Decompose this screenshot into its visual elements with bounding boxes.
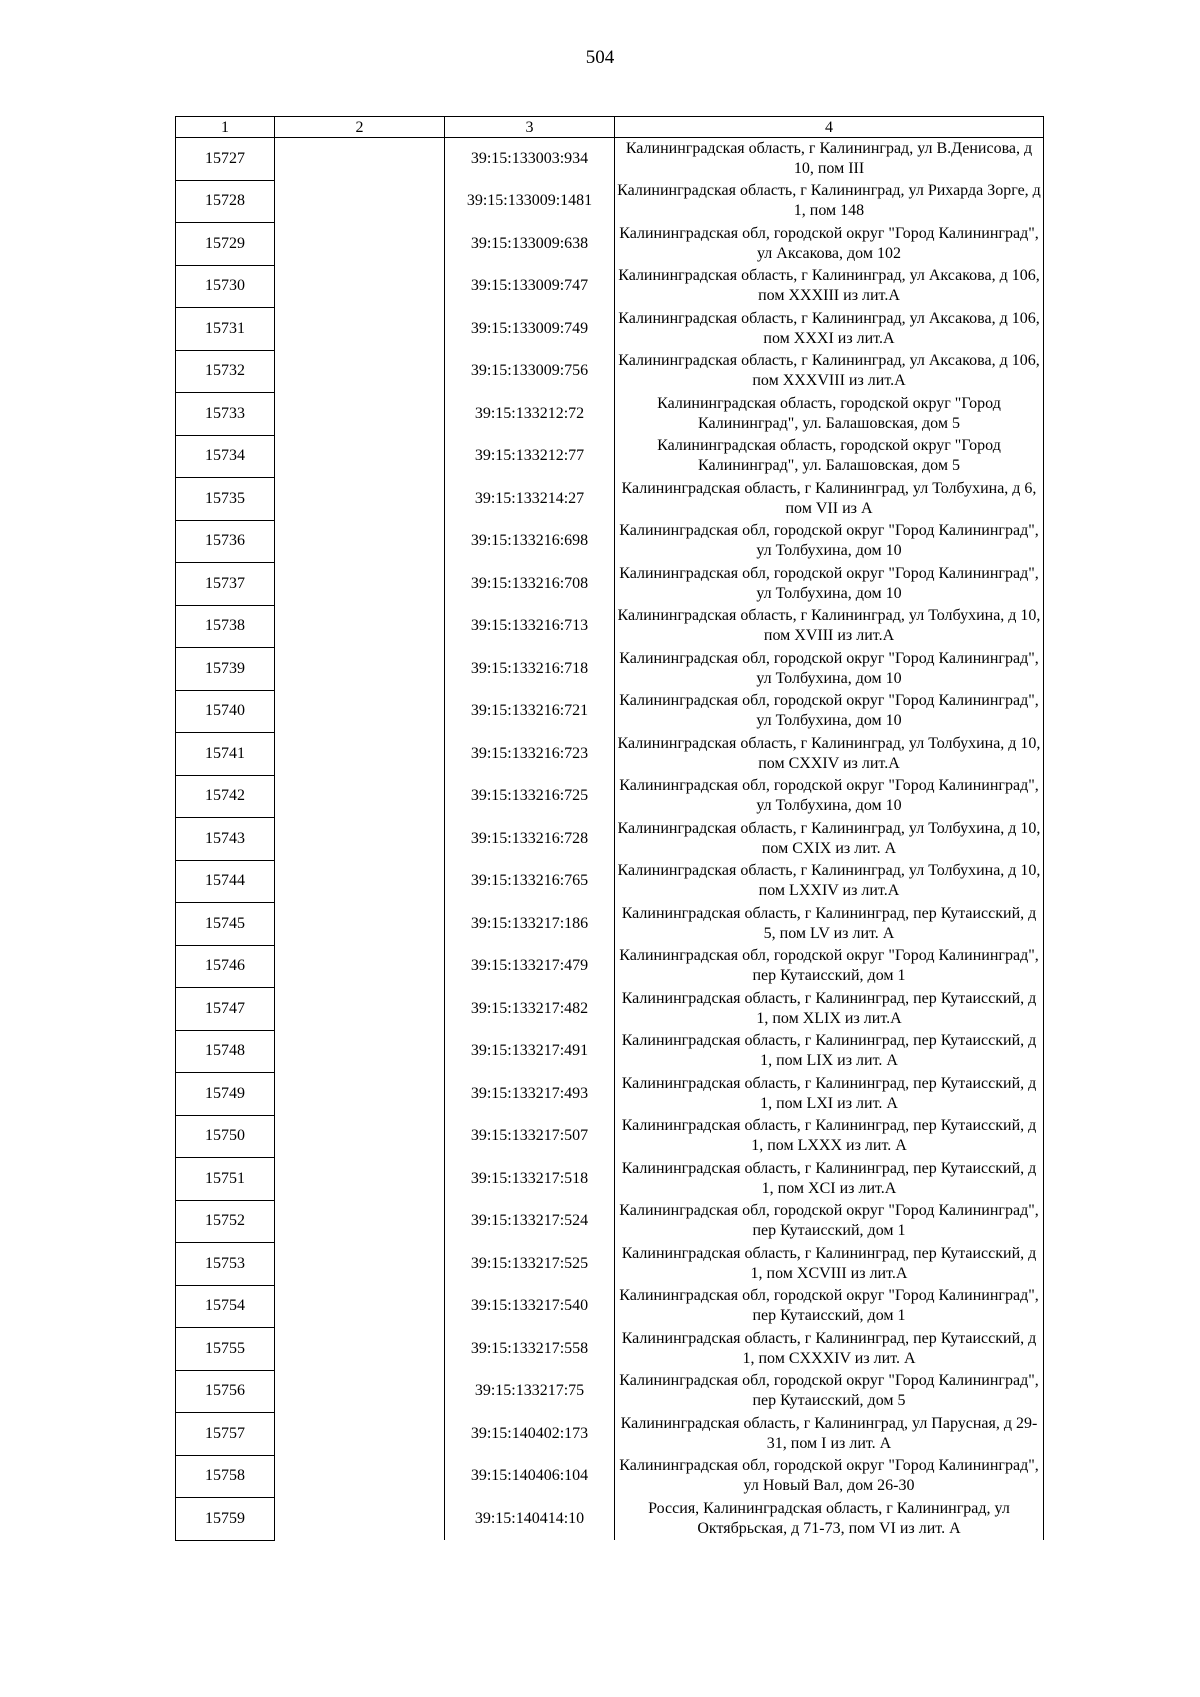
row-column-2 xyxy=(275,1370,445,1413)
table-row xyxy=(176,903,1044,946)
table-row xyxy=(176,1413,1044,1456)
row-number: 15744 xyxy=(176,860,275,903)
row-column-2 xyxy=(275,308,445,351)
row-column-2 xyxy=(275,945,445,988)
address: Калининградская область, г Калининград, ул Аксакова, д 106, пом XXXVIII из лит.А xyxy=(615,350,1044,393)
table-row xyxy=(176,308,1044,351)
cadastral-number: 39:15:133216:765 xyxy=(470,872,589,890)
row-column-2 xyxy=(275,1115,445,1158)
cadastral-number: 39:15:133217:507 xyxy=(470,1127,589,1145)
table-row xyxy=(176,860,1044,903)
cadastral-number: 39:15:133217:493 xyxy=(470,1084,589,1102)
row-column-2 xyxy=(275,818,445,861)
table-row xyxy=(176,265,1044,308)
table-row xyxy=(176,180,1044,223)
row-column-2 xyxy=(275,435,445,478)
registry-table xyxy=(175,116,1044,1541)
cadastral-number: 39:15:133216:698 xyxy=(470,532,589,550)
address: Калининградская область, г Калининград, ул В.Денисова, д 10, пом III xyxy=(615,138,1044,181)
table-row xyxy=(176,775,1044,818)
cadastral-number: 39:15:133009:638 xyxy=(470,234,589,252)
row-number: 15731 xyxy=(176,308,275,351)
row-column-2 xyxy=(275,860,445,903)
row-column-2 xyxy=(275,1243,445,1286)
address: Калининградская обл, городской округ "Город Калининград", ул Толбухина, дом 10 xyxy=(615,520,1044,563)
cadastral-number: 39:15:133217:558 xyxy=(470,1339,589,1357)
row-column-2 xyxy=(275,350,445,393)
cadastral-number: 39:15:133214:27 xyxy=(474,489,585,507)
row-number: 15732 xyxy=(176,350,275,393)
header-row xyxy=(176,117,1044,138)
address: Калининградская область, г Калининград, ул Рихарда Зорге, д 1, пом 148 xyxy=(615,180,1044,223)
address: Калининградская обл, городской округ "Город Калининград", ул Новый Вал, дом 26-30 xyxy=(615,1455,1044,1498)
row-column-2 xyxy=(275,1073,445,1116)
row-number: 15728 xyxy=(176,180,275,223)
table-row xyxy=(176,818,1044,861)
table-row xyxy=(176,435,1044,478)
row-number: 15743 xyxy=(176,818,275,861)
address: Калининградская область, г Калининград, ул Толбухина, д 10, пом CXXIV из лит.А xyxy=(615,733,1044,776)
row-number: 15733 xyxy=(176,393,275,436)
address: Калининградская область, г Калининград, пер Кутаисский, д 1, пом XCI из лит.А xyxy=(615,1158,1044,1201)
cadastral-number: 39:15:140414:10 xyxy=(474,1509,585,1527)
table-row xyxy=(176,733,1044,776)
row-column-2 xyxy=(275,265,445,308)
cadastral-number: 39:15:133216:713 xyxy=(470,617,589,635)
row-number: 15752 xyxy=(176,1200,275,1243)
row-column-2 xyxy=(275,1455,445,1498)
row-number: 15753 xyxy=(176,1243,275,1286)
address: Калининградская область, г Калининград, ул Толбухина, д 10, пом CXIX из лит. А xyxy=(615,818,1044,861)
cadastral-number: 39:15:133216:708 xyxy=(470,574,589,592)
table-row xyxy=(176,945,1044,988)
table-row xyxy=(176,520,1044,563)
address: Калининградская область, г Калининград, ул Толбухина, д 6, пом VII из А xyxy=(615,478,1044,521)
address: Калининградская обл, городской округ "Город Калининград", ул Аксакова, дом 102 xyxy=(615,223,1044,266)
address: Калининградская область, г Калининград, пер Кутаисский, д 5, пом LV из лит. А xyxy=(615,903,1044,946)
table-row xyxy=(176,138,1044,181)
row-number: 15747 xyxy=(176,988,275,1031)
row-column-2 xyxy=(275,690,445,733)
cadastral-number: 39:15:133212:72 xyxy=(474,404,585,422)
cadastral-number: 39:15:133216:725 xyxy=(470,787,589,805)
table-row xyxy=(176,988,1044,1031)
address: Калининградская обл, городской округ "Город Калининград", пер Кутаисский, дом 1 xyxy=(615,1285,1044,1328)
table-row xyxy=(176,1285,1044,1328)
cadastral-number: 39:15:133212:77 xyxy=(474,447,585,465)
address: Калининградская область, г Калининград, ул Толбухина, д 10, пом LXXIV из лит.А xyxy=(615,860,1044,903)
table-row xyxy=(176,648,1044,691)
cadastral-number: 39:15:133216:721 xyxy=(470,702,589,720)
row-column-2 xyxy=(275,903,445,946)
row-number: 15757 xyxy=(176,1413,275,1456)
table-row xyxy=(176,1115,1044,1158)
table-row xyxy=(176,605,1044,648)
row-column-2 xyxy=(275,520,445,563)
row-number: 15730 xyxy=(176,265,275,308)
row-column-2 xyxy=(275,1328,445,1371)
cadastral-number: 39:15:133009:747 xyxy=(470,277,589,295)
cadastral-number: 39:15:133217:491 xyxy=(470,1042,589,1060)
row-number: 15754 xyxy=(176,1285,275,1328)
address: Калининградская область, г Калининград, пер Кутаисский, д 1, пом CXXXIV из лит. А xyxy=(615,1328,1044,1371)
row-number: 15755 xyxy=(176,1328,275,1371)
cadastral-number: 39:15:133217:540 xyxy=(470,1297,589,1315)
table-row xyxy=(176,350,1044,393)
row-number: 15751 xyxy=(176,1158,275,1201)
table-row xyxy=(176,1158,1044,1201)
cadastral-number: 39:15:133217:186 xyxy=(470,914,589,932)
row-number: 15750 xyxy=(176,1115,275,1158)
table-body xyxy=(176,138,1044,1541)
address: Калининградская обл, городской округ "Город Калининград", ул Толбухина, дом 10 xyxy=(615,648,1044,691)
table-row xyxy=(176,1200,1044,1243)
row-column-2 xyxy=(275,138,445,181)
row-column-2 xyxy=(275,733,445,776)
cadastral-number: 39:15:133216:718 xyxy=(470,659,589,677)
page-number: 504 xyxy=(585,47,615,68)
address: Калининградская обл, городской округ "Город Калининград", пер Кутаисский, дом 5 xyxy=(615,1370,1044,1413)
row-column-2 xyxy=(275,1200,445,1243)
row-column-2 xyxy=(275,648,445,691)
address: Калининградская область, г Калининград, пер Кутаисский, д 1, пом XLIX из лит.А xyxy=(615,988,1044,1031)
row-number: 15741 xyxy=(176,733,275,776)
row-column-2 xyxy=(275,1498,445,1541)
table-row xyxy=(176,1243,1044,1286)
cadastral-number: 39:15:140406:104 xyxy=(470,1467,589,1485)
row-number: 15734 xyxy=(176,435,275,478)
row-number: 15746 xyxy=(176,945,275,988)
cadastral-number: 39:15:133009:1481 xyxy=(466,192,593,210)
row-number: 15727 xyxy=(176,138,275,181)
table-row xyxy=(176,1328,1044,1371)
row-column-2 xyxy=(275,988,445,1031)
address: Калининградская обл, городской округ "Город Калининград", ул Толбухина, дом 10 xyxy=(615,690,1044,733)
table-row xyxy=(176,478,1044,521)
cadastral-number: 39:15:133009:756 xyxy=(470,362,589,380)
cadastral-number: 39:15:133217:524 xyxy=(470,1212,589,1230)
cadastral-number: 39:15:133217:525 xyxy=(470,1254,589,1272)
table-row xyxy=(176,1370,1044,1413)
row-number: 15749 xyxy=(176,1073,275,1116)
row-number: 15756 xyxy=(176,1370,275,1413)
row-column-2 xyxy=(275,393,445,436)
row-column-2 xyxy=(275,1285,445,1328)
table-row xyxy=(176,690,1044,733)
row-number: 15742 xyxy=(176,775,275,818)
row-number: 15738 xyxy=(176,605,275,648)
row-number: 15740 xyxy=(176,690,275,733)
cadastral-number: 39:15:133217:518 xyxy=(470,1169,589,1187)
row-number: 15758 xyxy=(176,1455,275,1498)
cadastral-number: 39:15:133216:728 xyxy=(470,829,589,847)
cadastral-number: 39:15:133216:723 xyxy=(470,744,589,762)
row-number: 15748 xyxy=(176,1030,275,1073)
row-column-2 xyxy=(275,478,445,521)
row-column-2 xyxy=(275,1030,445,1073)
row-number: 15729 xyxy=(176,223,275,266)
table-row xyxy=(176,393,1044,436)
table-row xyxy=(176,1030,1044,1073)
table-row xyxy=(176,1073,1044,1116)
column-header-2: 2 xyxy=(275,117,445,138)
address: Калининградская область, г Калининград, пер Кутаисский, д 1, пом XCVIII из лит.А xyxy=(615,1243,1044,1286)
row-column-2 xyxy=(275,605,445,648)
address: Калининградская область, г Калининград, пер Кутаисский, д 1, пом LXI из лит. А xyxy=(615,1073,1044,1116)
row-number: 15759 xyxy=(176,1498,275,1541)
table-row xyxy=(176,563,1044,606)
column-header-4: 4 xyxy=(615,117,1044,138)
address: Калининградская область, г Калининград, ул Аксакова, д 106, пом XXXIII из лит.А xyxy=(615,265,1044,308)
row-number: 15737 xyxy=(176,563,275,606)
cadastral-number: 39:15:140402:173 xyxy=(470,1424,589,1442)
table-row xyxy=(176,223,1044,266)
address: Россия, Калининградская область, г Калининград, ул Октябрьская, д 71-73, пом VI из лит. А xyxy=(615,1498,1044,1541)
row-column-2 xyxy=(275,1158,445,1201)
cadastral-number: 39:15:133217:75 xyxy=(474,1382,585,1400)
row-column-2 xyxy=(275,775,445,818)
address: Калининградская область, г Калининград, ул Аксакова, д 106, пом XXXI из лит.А xyxy=(615,308,1044,351)
row-number: 15735 xyxy=(176,478,275,521)
row-column-2 xyxy=(275,180,445,223)
address: Калининградская область, городской округ "Город Калининград", ул. Балашовская, дом 5 xyxy=(615,393,1044,436)
column-header-1: 1 xyxy=(176,117,275,138)
cadastral-number: 39:15:133009:749 xyxy=(470,319,589,337)
table-row xyxy=(176,1455,1044,1498)
row-column-2 xyxy=(275,1413,445,1456)
row-number: 15739 xyxy=(176,648,275,691)
cadastral-number: 39:15:133003:934 xyxy=(470,150,589,167)
cadastral-number: 39:15:133217:479 xyxy=(470,957,589,975)
address: Калининградская область, городской округ "Город Калининград", ул. Балашовская, дом 5 xyxy=(615,435,1044,478)
row-column-2 xyxy=(275,223,445,266)
address: Калининградская область, г Калининград, пер Кутаисский, д 1, пом LXXX из лит. А xyxy=(615,1115,1044,1158)
address: Калининградская обл, городской округ "Город Калининград", пер Кутаисский, дом 1 xyxy=(615,1200,1044,1243)
address: Калининградская область, г Калининград, ул Толбухина, д 10, пом XVIII из лит.А xyxy=(615,605,1044,648)
table-row xyxy=(176,1498,1044,1541)
address: Калининградская обл, городской округ "Город Калининград", ул Толбухина, дом 10 xyxy=(615,563,1044,606)
address: Калининградская обл, городской округ "Город Калининград", пер Кутаисский, дом 1 xyxy=(615,945,1044,988)
row-column-2 xyxy=(275,563,445,606)
cadastral-number: 39:15:133217:482 xyxy=(470,999,589,1017)
row-number: 15745 xyxy=(176,903,275,946)
address: Калининградская обл, городской округ "Город Калининград", ул Толбухина, дом 10 xyxy=(615,775,1044,818)
address: Калининградская область, г Калининград, пер Кутаисский, д 1, пом LIX из лит. А xyxy=(615,1030,1044,1073)
column-header-3: 3 xyxy=(445,117,615,138)
row-number: 15736 xyxy=(176,520,275,563)
address: Калининградская область, г Калининград, ул Парусная, д 29-31, пом I из лит. А xyxy=(615,1413,1044,1456)
